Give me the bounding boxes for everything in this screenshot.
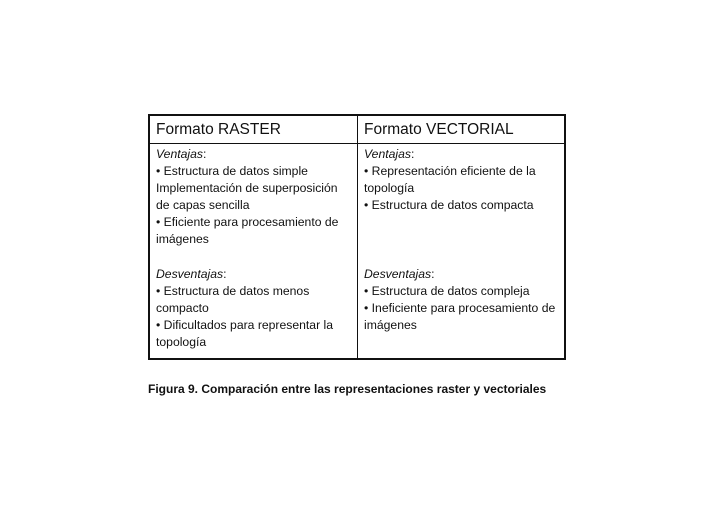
raster-desventajas-title: Desventajas xyxy=(156,267,224,281)
raster-desventajas-item: • Dificultados para representar la topología xyxy=(156,318,334,349)
vectorial-ventajas-title-line: Ventajas: xyxy=(364,147,415,161)
raster-desventajas-cell xyxy=(150,260,358,358)
vectorial-desventajas-item: • Estructura de datos compleja xyxy=(364,284,530,298)
raster-desventajas-item: • Estructura de datos menos compacto xyxy=(156,284,310,315)
raster-header: Formato RASTER xyxy=(150,116,358,143)
figure-caption: Figura 9. Comparación entre las representaciones raster y vectoriales xyxy=(148,382,547,396)
vectorial-header: Formato VECTORIAL xyxy=(364,121,514,138)
raster-ventajas-cell xyxy=(150,143,358,260)
vectorial-ventajas-cell xyxy=(358,143,564,260)
raster-ventajas-item: Implementación de superposición de capas sencilla xyxy=(156,181,338,212)
vectorial-desventajas-cell xyxy=(358,260,564,358)
vectorial-ventajas-title: Ventajas xyxy=(364,147,411,161)
raster-ventajas-title-line: Ventajas: xyxy=(156,147,207,161)
vectorial-desventajas-title: Desventajas xyxy=(364,267,432,281)
vectorial-desventajas-item: • Ineficiente para procesamiento de imágenes xyxy=(364,301,556,332)
raster-desventajas-title-line: Desventajas: xyxy=(156,267,227,281)
vectorial-ventajas-item: • Representación eficiente de la topología xyxy=(364,164,536,195)
raster-ventajas-item: • Estructura de datos simple xyxy=(156,164,308,178)
vectorial-ventajas-item: • Estructura de datos compacta xyxy=(364,198,534,212)
raster-ventajas-title: Ventajas xyxy=(156,147,203,161)
raster-ventajas-item: • Eficiente para procesamiento de imágenes xyxy=(156,215,339,246)
comparison-table xyxy=(148,114,566,360)
vectorial-desventajas-title-line: Desventajas: xyxy=(364,267,435,281)
